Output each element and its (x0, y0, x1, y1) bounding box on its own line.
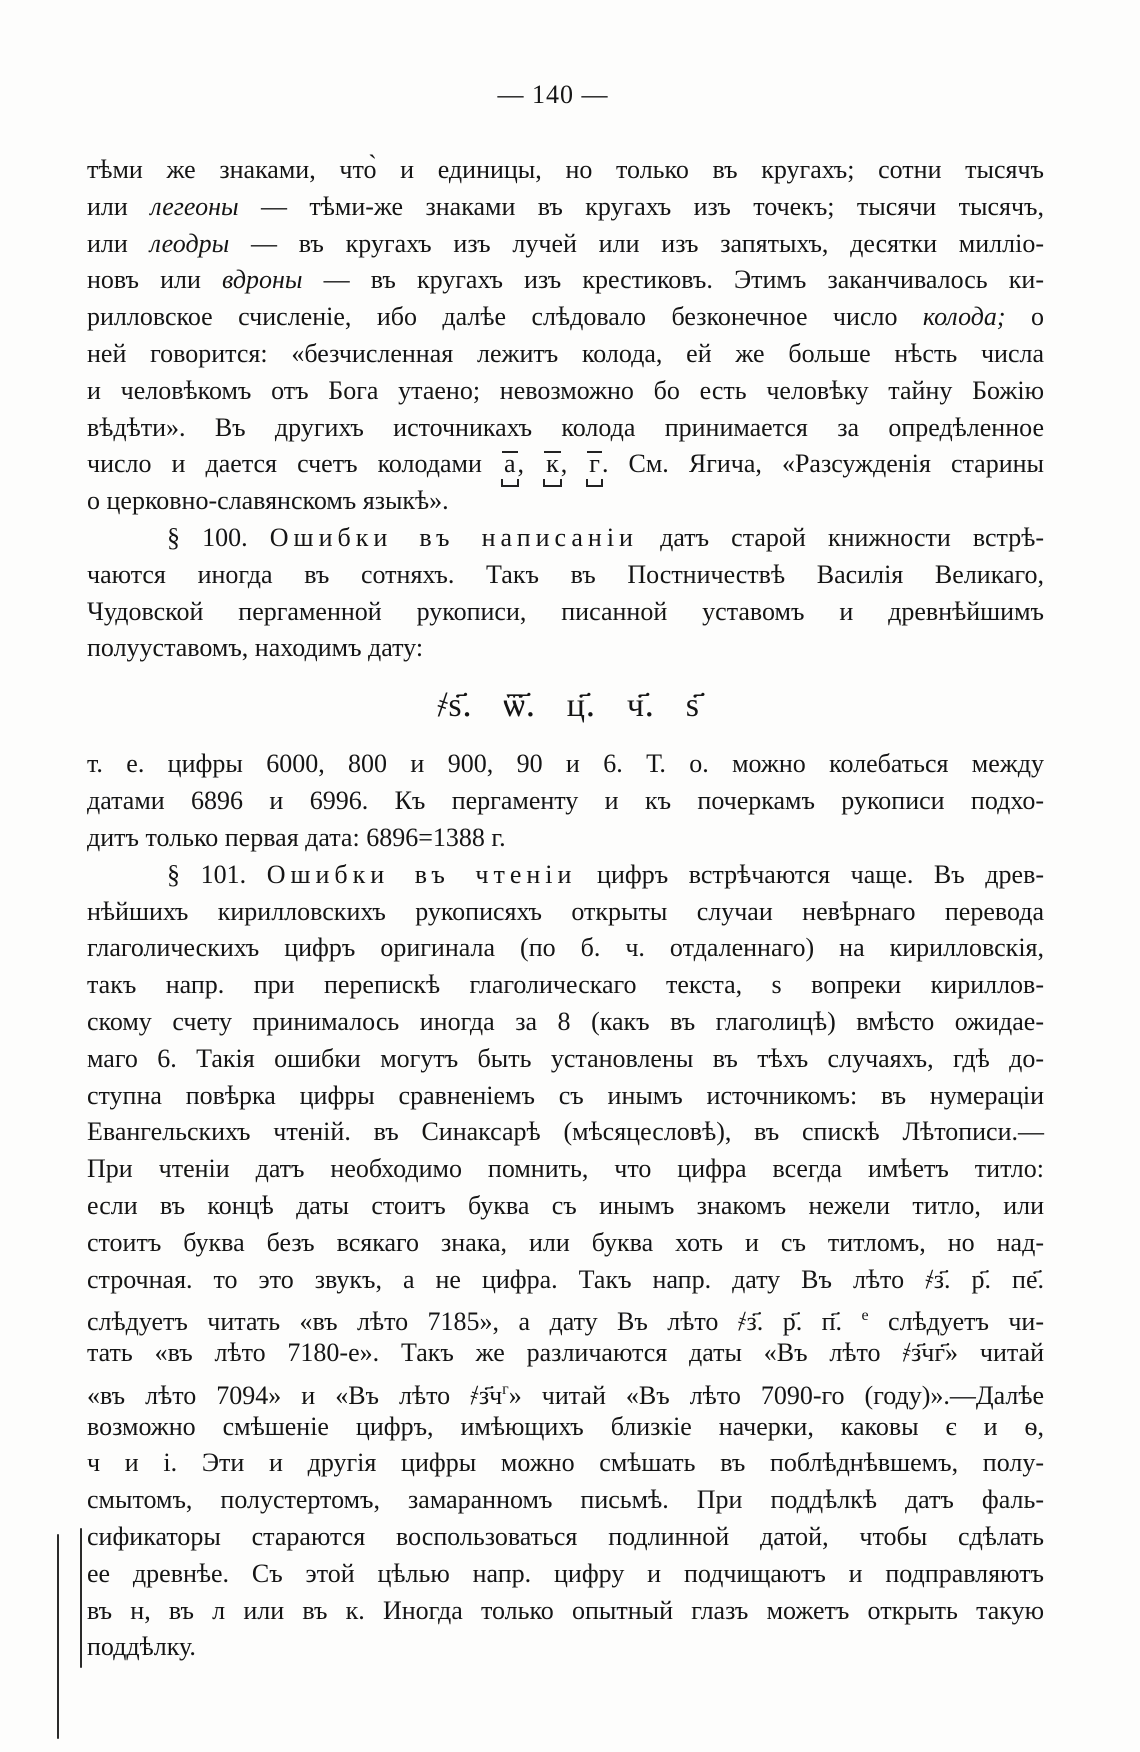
page-number: — 140 — (497, 80, 609, 109)
italic-term: легеоны (150, 191, 239, 221)
line-text: скому счету принималось иногда за 8 (какъ въ глаголицѣ) вмѣсто ожидае- (87, 1006, 1044, 1036)
line-text: новъ или (87, 265, 223, 295)
text-line (87, 1188, 1044, 1225)
text-line (87, 1298, 1044, 1335)
line-text: «въ лѣто 7094» и «Въ лѣто ҂з҃ч (87, 1380, 503, 1410)
line-text: въ н, въ л или въ к. Иногда только опытный глазъ можетъ открыть такую (87, 1595, 1044, 1625)
line-text: Чудовской пергаменной рукописи, писанной уставомъ и древнѣйшимъ (87, 596, 1044, 626)
text-line (87, 967, 1044, 1004)
text-line (87, 410, 1044, 447)
text-line (87, 336, 1044, 373)
line-text: ступна повѣрка цифры сравненіемъ съ инымъ источникомъ: въ нумераціи (87, 1080, 1044, 1110)
line-text: маго 6. Такія ошибки могутъ быть установлены въ тѣхъ случаяхъ, гдѣ до- (87, 1043, 1044, 1073)
text-line (87, 373, 1044, 410)
line-text: тать «въ лѣто 7180-е». Такъ же различаются даты «Въ лѣто ҂з҃чг҃» читай (87, 1338, 1044, 1368)
text-line (87, 483, 1044, 520)
text-line (87, 1041, 1044, 1078)
section-100-heading-line (87, 520, 1044, 557)
section-number: § 101. (167, 859, 267, 889)
line-text: смытомъ, полустертомъ, замаранномъ письмѣ. При поддѣлкѣ датъ фаль- (87, 1485, 1044, 1515)
italic-term: колода; (922, 302, 1006, 332)
text-line (87, 1445, 1044, 1482)
line-text: » читай «Въ лѣто 7090-го (году)».—Далѣе (508, 1380, 1044, 1410)
text-line (87, 594, 1044, 631)
text-line (87, 783, 1044, 820)
line-text: чаются иногда въ сотняхъ. Такъ въ Постничествѣ Василія Великаго, (87, 559, 1044, 589)
marked-numeral-letter: а (502, 446, 518, 483)
section-number: § 100. (167, 522, 270, 552)
line-text: возможно смѣшеніе цифръ, имѣющихъ близкіе начерки, каковы є и ѳ, (87, 1411, 1044, 1441)
text-line (87, 1151, 1044, 1188)
text-line (87, 894, 1044, 931)
line-text: слѣдуетъ читать «въ лѣто 7185», а дату Въ лѣто ҂з҃. р҃. п҃. (87, 1307, 862, 1337)
text-line (87, 1519, 1044, 1556)
date-example (87, 667, 1044, 746)
line-text: вѣдѣти». Въ другихъ источникахъ колода принимается за опредѣленное (87, 412, 1044, 442)
text-line (87, 930, 1044, 967)
line-text: — въ кругахъ изъ крестиковъ. Этимъ заканчивалось ки- (302, 265, 1044, 295)
line-text: или (87, 228, 150, 258)
line-text: глаголическихъ цифръ оригинала (по б. ч. отдаленнаго) на кирилловскія, (87, 933, 1044, 963)
line-text: о (1005, 302, 1044, 332)
line-text: стоитъ буква безъ всякаго знака, или буква хоть и съ титломъ, но над- (87, 1227, 1044, 1257)
line-text: о церковно-славянскомъ языкѣ». (87, 486, 449, 516)
text-line (87, 1482, 1044, 1519)
line-text: ней говорится: «безчисленная лежитъ колода, ей же больше нѣсть числа (87, 338, 1044, 368)
line-text: — въ кругахъ изъ лучей или изъ запятыхъ, десятки милліо- (229, 228, 1044, 258)
line-text: . См. Ягича, «Разсужденія старины (601, 449, 1045, 479)
text-line (87, 1556, 1044, 1593)
text-line (87, 630, 1044, 667)
line-text: т. е. цифры 6000, 800 и 900, 90 и 6. Т. о. можно колебаться между (87, 749, 1044, 779)
line-text: , (517, 449, 545, 479)
marked-numeral-letter: к (544, 446, 561, 483)
text-line (87, 1629, 1044, 1666)
text-line (87, 1372, 1044, 1409)
text-line (87, 299, 1044, 336)
line-text: датъ старой книжности встрѣ- (637, 522, 1045, 552)
text-line (87, 262, 1044, 299)
slavonic-date-numerals: ҂ѕ҃. ѿ҃. ц҃. ч҃. ѕ҃ (437, 685, 699, 726)
page-body (87, 152, 1044, 1666)
line-text: полууставомъ, находимъ дату: (87, 633, 424, 663)
line-text: Евангельскихъ чтеній. въ Синаксарѣ (мѣсяцесловѣ), въ спискѣ Лѣтописи.— (87, 1117, 1044, 1147)
line-text: ее древнѣе. Съ этой цѣлью напр. цифру и подчищаютъ и подправляютъ (87, 1558, 1044, 1588)
text-line (87, 189, 1044, 226)
italic-term: вдроны (222, 265, 303, 295)
italic-term: леодры (149, 228, 230, 258)
marked-numeral-letter: г (587, 446, 602, 483)
line-text: тѣми же знаками, что̀ и единицы, но только въ кругахъ; сотни тысячъ (87, 155, 1044, 184)
text-line (87, 226, 1044, 263)
text-line (87, 152, 1044, 189)
line-text: и человѣкомъ отъ Бога утаено; невозможно бо есть человѣку тайну Божію (87, 375, 1044, 405)
line-text: строчная. то это звукъ, а не цифра. Такъ напр. дату Въ лѣто ҂з҃. р҃. пе҃. (87, 1264, 1044, 1294)
line-text: такъ напр. при перепискѣ глаголическаго текста, ѕ вопреки кириллов- (87, 970, 1044, 1000)
text-line (87, 1114, 1044, 1151)
text-line (87, 1335, 1044, 1372)
superscript-letter: г (502, 1380, 509, 1398)
text-line (87, 820, 1044, 857)
section-101-heading-line (87, 857, 1044, 894)
line-text: , (560, 449, 588, 479)
text-line (87, 1409, 1044, 1446)
line-text: дитъ только первая дата: 6896=1388 г. (87, 822, 506, 852)
line-text: поддѣлку. (87, 1632, 196, 1662)
text-line (87, 1262, 1044, 1299)
line-text: число и дается счетъ колодами (87, 449, 502, 479)
text-line (87, 1078, 1044, 1115)
line-text: слѣдуетъ чи- (868, 1307, 1044, 1337)
line-text: — тѣми-же знаками въ кругахъ изъ точекъ; тысячи тысячъ, (238, 191, 1044, 221)
line-text: сификаторы стараются воспользоваться подлинной датой, чтобы сдѣлать (87, 1522, 1044, 1552)
line-text: При чтеніи датъ необходимо помнить, что цифра всегда имѣетъ титло: (87, 1154, 1044, 1184)
line-text: или (87, 191, 151, 221)
line-text: если въ концѣ даты стоитъ буква съ инымъ знакомъ нежели титло, или (87, 1190, 1044, 1220)
line-text: датами 6896 и 6996. Къ пергаменту и къ почеркамъ рукописи подхо- (87, 786, 1044, 816)
text-line (87, 1593, 1044, 1630)
line-text: цифръ встрѣчаются чаще. Въ древ- (576, 859, 1045, 889)
section-heading: Ошибки въ чтеніи (266, 859, 577, 889)
text-line (87, 1225, 1044, 1262)
line-text: ч и і. Эти и другія цифры можно смѣшать въ поблѣднѣвшемъ, полу- (87, 1448, 1044, 1478)
text-line (87, 557, 1044, 594)
line-text: рилловское счисленіе, ибо далѣе слѣдовало безконечное число (87, 302, 923, 332)
text-line (87, 1004, 1044, 1041)
margin-pencil-mark (57, 1534, 59, 1739)
section-heading: Ошибки въ написаніи (269, 522, 638, 552)
margin-pencil-mark (80, 1528, 82, 1668)
line-text: нѣйшихъ кирилловскихъ рукописяхъ открыты случаи невѣрнаго перевода (87, 896, 1044, 926)
superscript-letter: е (861, 1307, 869, 1325)
text-line (87, 446, 1044, 483)
text-line (87, 746, 1044, 783)
